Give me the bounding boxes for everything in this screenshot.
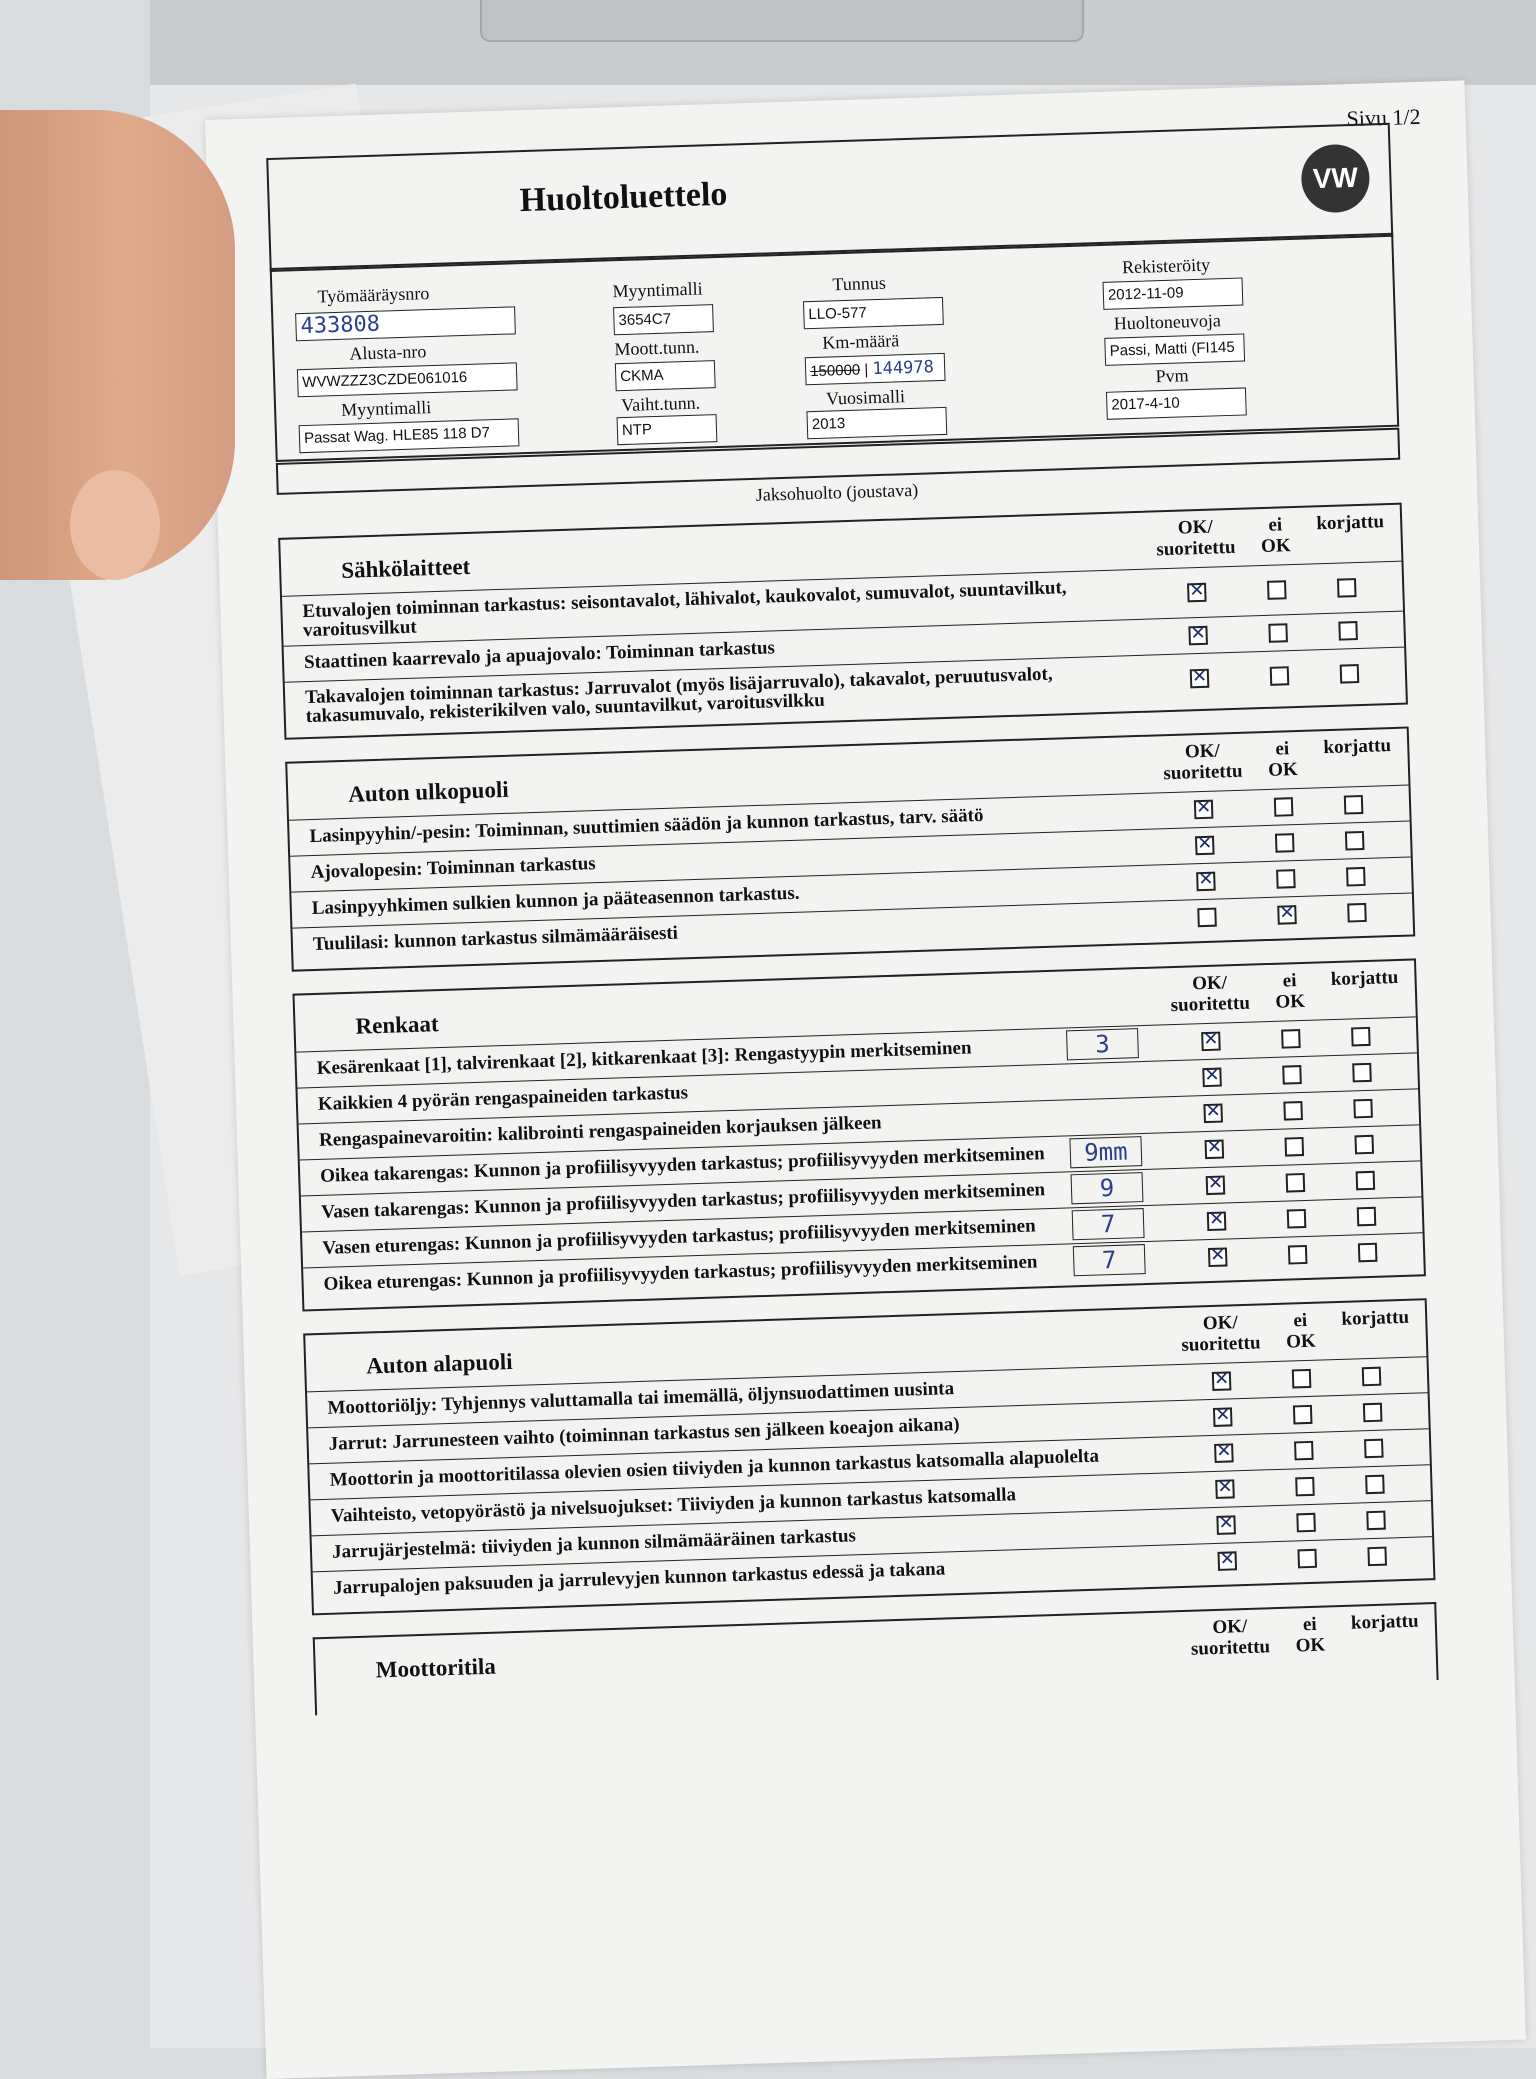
checklist-item-text: Takavalojen toiminnan tarkastus: Jarruvalot (myös lisäjarruvalo), takavalot, peruutusvalot, takasumuvalo, rekisterikilven valo, suuntavilkut, varoitusvilkku: [304, 663, 1053, 728]
checklist-item-text: Lasinpyyhkimen sulkien kunnon ja pääteasennon tarkastus.: [311, 882, 800, 920]
checkbox-ok[interactable]: [1205, 1139, 1225, 1159]
checklist-item-text: Oikea takarengas: Kunnon ja profiilisyvyyden tarkastus; profiilisyvyyden merkitseminen: [319, 1143, 1045, 1187]
checkbox-ok[interactable]: [1203, 1103, 1223, 1123]
thumbnail: [70, 470, 160, 580]
value-vuosimalli: 2013: [806, 407, 947, 439]
checkbox-ok[interactable]: [1195, 835, 1215, 855]
checkbox-eiok[interactable]: [1284, 1136, 1304, 1156]
checkbox-ok[interactable]: [1212, 1371, 1232, 1391]
checkbox-korjattu[interactable]: [1358, 1242, 1378, 1262]
checkbox-ok[interactable]: [1197, 907, 1217, 927]
label-vuosimalli: Vuosimalli: [825, 386, 906, 409]
checkbox-eiok[interactable]: [1295, 1476, 1315, 1496]
column-header-korjattu: korjattu: [1341, 1306, 1410, 1330]
label-tunnus: Tunnus: [832, 272, 887, 295]
checkbox-korjattu[interactable]: [1356, 1170, 1376, 1190]
checkbox-eiok[interactable]: [1274, 797, 1294, 817]
label-moott: Moott.tunn.: [614, 336, 700, 360]
checkbox-ok[interactable]: [1214, 1443, 1234, 1463]
checklist-item-text: Jarrut: Jarrunesteen vaihto (toiminnan tarkastus sen jälkeen koeajon aikana): [328, 1413, 960, 1455]
column-header-ok: OK/ suoritettu: [1190, 1616, 1271, 1660]
column-header-eiok: ei OK: [1295, 1613, 1326, 1657]
checklist-item-text: Kesärenkaat [1], talvirenkaat [2], kitkarenkaat [3]: Rengastyypin merkitseminen: [316, 1037, 972, 1079]
column-header-korjattu: korjattu: [1316, 511, 1385, 535]
checklist-item-text: Moottoriöljy: Tyhjennys valuttamalla tai imemällä, öljynsuodattimen uusinta: [327, 1378, 955, 1419]
checkbox-eiok[interactable]: [1275, 833, 1295, 853]
checklist-item-text: Kaikkien 4 pyörän rengaspaineiden tarkastus: [317, 1082, 689, 1115]
section-title: Renkaat: [355, 1011, 439, 1039]
handwritten-value: 9: [1071, 1172, 1144, 1204]
checkbox-ok[interactable]: [1216, 1515, 1236, 1535]
checklist-item-text: Staattinen kaarrevalo ja apuajovalo: Toiminnan tarkastus: [303, 637, 776, 674]
checkbox-eiok[interactable]: [1296, 1512, 1316, 1532]
checkbox-korjattu[interactable]: [1344, 794, 1364, 814]
section-title: Moottoritila: [375, 1653, 497, 1683]
checkbox-ok[interactable]: [1207, 1211, 1227, 1231]
checklist-item-text: Vasen takarengas: Kunnon ja profiilisyvyyden tarkastus; profiilisyvyyden merkitseminen: [321, 1179, 1046, 1223]
checkbox-korjattu[interactable]: [1363, 1402, 1383, 1422]
checkbox-eiok[interactable]: [1281, 1029, 1301, 1049]
checkbox-korjattu[interactable]: [1353, 1098, 1373, 1118]
section-4: [313, 1602, 1439, 1715]
checkbox-eiok[interactable]: [1276, 869, 1296, 889]
label-myyntimalli-code: Myyntimalli: [612, 278, 703, 302]
handwritten-value: 7: [1072, 1208, 1145, 1240]
checkbox-korjattu[interactable]: [1346, 866, 1366, 886]
checklist-item-text: Jarrupalojen paksuuden ja jarrulevyjen kunnon tarkastus edessä ja takana: [332, 1558, 946, 1599]
checkbox-eiok[interactable]: [1287, 1208, 1307, 1228]
page-number: Sivu 1/2: [1346, 103, 1421, 132]
column-header-eiok: ei OK: [1285, 1309, 1317, 1353]
vw-logo: VW: [1300, 143, 1370, 213]
section-0: [278, 503, 1408, 740]
label-tyomaaraysnro: Työmääräysnro: [317, 283, 430, 307]
checkbox-korjattu[interactable]: [1364, 1438, 1384, 1458]
checkbox-korjattu[interactable]: [1357, 1206, 1377, 1226]
checkbox-ok[interactable]: [1202, 1067, 1222, 1087]
column-header-korjattu: korjattu: [1330, 966, 1399, 991]
checkbox-eiok[interactable]: [1293, 1404, 1313, 1424]
checkbox-eiok[interactable]: [1267, 580, 1287, 600]
checkbox-korjattu[interactable]: [1340, 664, 1360, 684]
column-header-korjattu: korjattu: [1350, 1610, 1419, 1634]
column-header-ok: OK/ suoritettu: [1181, 1312, 1261, 1356]
service-type: Jaksohuolto (joustava): [755, 479, 919, 505]
checkbox-eiok[interactable]: [1283, 1101, 1303, 1121]
handwritten-value: 7: [1073, 1244, 1146, 1276]
checkbox-korjattu[interactable]: [1338, 621, 1358, 641]
section-3: [303, 1298, 1435, 1615]
checkbox-korjattu[interactable]: [1366, 1510, 1386, 1530]
checkbox-korjattu[interactable]: [1347, 902, 1367, 922]
checklist-item-text: Moottorin ja moottoritilassa olevien osien tiiviyden ja kunnon tarkastus katsomalla alapuolelta: [329, 1445, 1100, 1491]
checklist-item-text: Tuulilasi: kunnon tarkastus silmämääräisesti: [312, 922, 679, 956]
checkbox-korjattu[interactable]: [1337, 578, 1357, 598]
value-rekisteroity: 2012-11-09: [1103, 277, 1244, 309]
section-2: [292, 958, 1425, 1311]
checklist-item-text: Rengaspainevaroitin: kalibrointi rengaspaineiden korjauksen jälkeen: [318, 1112, 882, 1151]
checkbox-korjattu[interactable]: [1351, 1026, 1371, 1046]
column-header-ok: OK/ suoritettu: [1163, 740, 1243, 785]
column-header-eiok: ei OK: [1275, 970, 1306, 1013]
checkbox-eiok[interactable]: [1297, 1548, 1317, 1568]
section-title: Sähkölaitteet: [340, 553, 471, 583]
column-header-eiok: ei OK: [1267, 738, 1299, 781]
value-vaiht: NTP: [617, 414, 718, 445]
service-checklist-page: [205, 80, 1526, 2079]
checklist-item-text: Etuvalojen toiminnan tarkastus: seisontavalot, lähivalot, kaukovalot, sumuvalot, suuntavilkut, varoitusvilkut: [302, 577, 1067, 642]
checkbox-ok[interactable]: [1201, 1031, 1221, 1051]
value-km: 150000 | 144978: [805, 353, 946, 385]
label-km: Km-määrä: [821, 330, 900, 353]
label-pvm: Pvm: [1155, 365, 1189, 387]
label-rekisteroity: Rekisteröity: [1121, 254, 1211, 278]
value-alusta: WVWZZZ3CZDE061016: [297, 362, 518, 397]
checkbox-korjattu[interactable]: [1365, 1474, 1385, 1494]
km-printed: 150000: [809, 361, 861, 381]
checkbox-ok[interactable]: [1190, 668, 1210, 688]
checklist-item-text: Ajovalopesin: Toiminnan tarkastus: [310, 853, 596, 884]
checkbox-ok[interactable]: [1208, 1247, 1228, 1267]
checkbox-korjattu[interactable]: [1362, 1366, 1382, 1386]
checklist-item-text: Oikea eturengas: Kunnon ja profiilisyvyyden tarkastus; profiilisyvyyden merkitseminen: [323, 1251, 1038, 1295]
section-1: [285, 726, 1415, 971]
checkbox-eiok[interactable]: [1292, 1368, 1312, 1388]
column-header-eiok: ei OK: [1260, 514, 1292, 558]
checkbox-eiok[interactable]: [1286, 1172, 1306, 1192]
value-pvm: 2017-4-10: [1106, 387, 1247, 419]
value-moott: CKMA: [615, 360, 716, 391]
handwritten-value: 9mm: [1069, 1136, 1142, 1168]
label-vaiht: Vaiht.tunn.: [620, 392, 701, 416]
checkbox-ok[interactable]: [1213, 1407, 1233, 1427]
checkbox-ok[interactable]: [1194, 799, 1214, 819]
value-tyomaaraysnro: 433808: [295, 306, 516, 341]
checkbox-eiok[interactable]: [1277, 905, 1297, 925]
checkbox-ok[interactable]: [1187, 582, 1207, 602]
value-tunnus: LLO-577: [803, 297, 944, 329]
column-header-ok: OK/ suoritettu: [1156, 516, 1236, 561]
checkbox-ok[interactable]: [1206, 1175, 1226, 1195]
checkbox-eiok[interactable]: [1288, 1244, 1308, 1264]
checklist-item-text: Vaihteisto, vetopyörästö ja nivelsuojukset: Tiiviyden ja kunnon tarkastus katsomalla: [330, 1484, 1017, 1527]
laptop-edge: [150, 0, 1536, 88]
checkbox-eiok[interactable]: [1270, 666, 1290, 686]
checklist-item-text: Jarrujärjestelmä: tiiviyden ja kunnon silmämääräinen tarkastus: [331, 1525, 857, 1563]
laptop-touchpad: [480, 0, 1084, 42]
checkbox-eiok[interactable]: [1268, 623, 1288, 643]
checklist-item-text: Lasinpyyhin/-pesin: Toiminnan, suuttimien säädön ja kunnon tarkastus, tarv. säätö: [309, 804, 984, 848]
checkbox-korjattu[interactable]: [1367, 1546, 1387, 1566]
column-header-korjattu: korjattu: [1323, 735, 1392, 759]
document-title: Huoltoluettelo: [519, 175, 728, 220]
checkbox-ok[interactable]: [1217, 1551, 1237, 1571]
checkbox-korjattu[interactable]: [1352, 1062, 1372, 1082]
label-huoltoneuvoja: Huoltoneuvoja: [1113, 310, 1222, 334]
checkbox-korjattu[interactable]: [1345, 830, 1365, 850]
checkbox-ok[interactable]: [1215, 1479, 1235, 1499]
checkbox-eiok[interactable]: [1294, 1440, 1314, 1460]
checkbox-eiok[interactable]: [1282, 1065, 1302, 1085]
label-alusta: Alusta-nro: [349, 341, 427, 364]
checkbox-ok[interactable]: [1196, 871, 1216, 891]
section-title: Auton ulkopuoli: [347, 776, 510, 807]
value-myyntimalli-code: 3654C7: [613, 304, 714, 335]
checkbox-ok[interactable]: [1188, 625, 1208, 645]
km-handwritten: 144978: [872, 357, 935, 380]
vehicle-info-box: [270, 233, 1400, 462]
value-huoltoneuvoja: Passi, Matti (FI145: [1104, 333, 1245, 365]
label-myyntimalli-name: Myyntimalli: [340, 397, 432, 420]
checklist-item-text: Vasen eturengas: Kunnon ja profiilisyvyyden tarkastus; profiilisyvyyden merkitseminen: [322, 1215, 1036, 1259]
handwritten-value: 3: [1066, 1028, 1139, 1060]
column-header-ok: OK/ suoritettu: [1170, 972, 1251, 1017]
checkbox-korjattu[interactable]: [1354, 1134, 1374, 1154]
value-myyntimalli-name: Passat Wag. HLE85 118 D7: [299, 418, 520, 453]
section-title: Auton alapuoli: [365, 1348, 513, 1379]
